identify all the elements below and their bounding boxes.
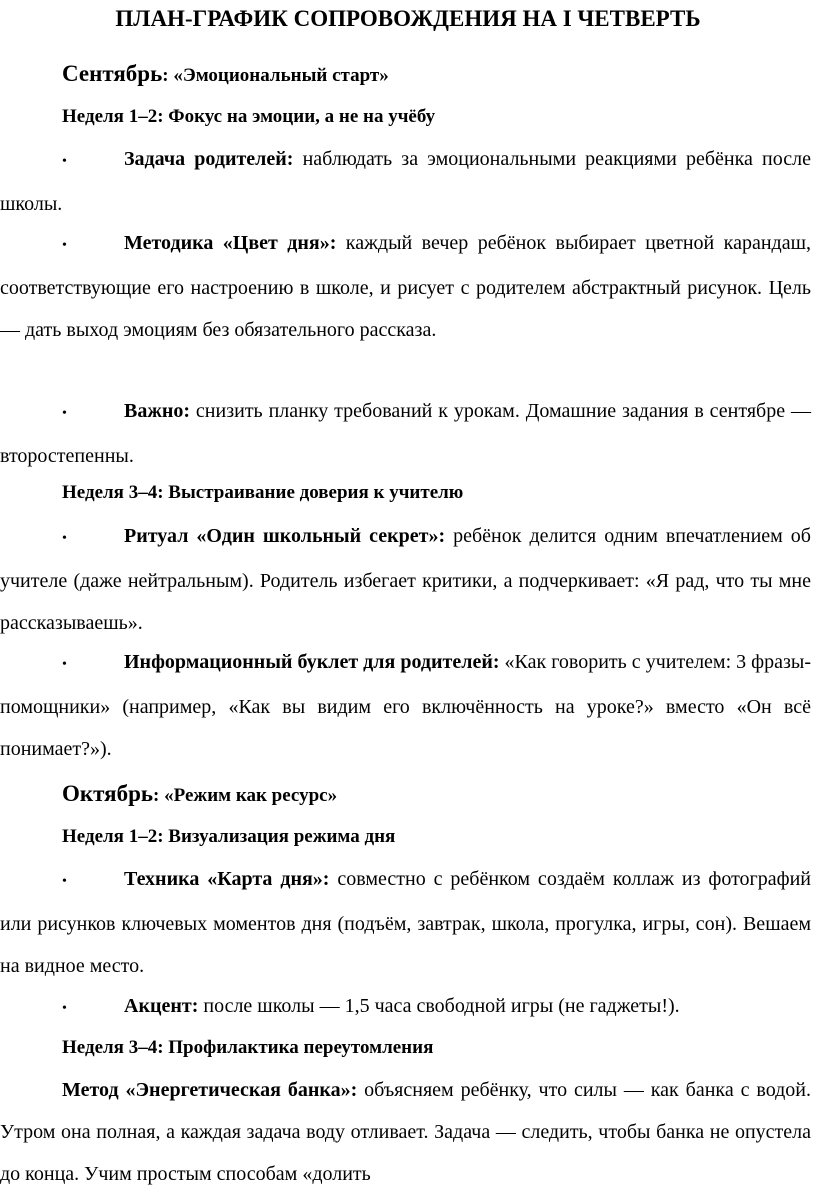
item-text: после школы — 1,5 часа свободной игры (не гаджеты!). [198, 995, 680, 1017]
month-name: Сентябрь [62, 61, 163, 86]
document-title: ПЛАН-ГРАФИК СОПРОВОЖДЕНИЯ НА I ЧЕТВЕРТЬ [115, 6, 701, 31]
item-text: ребёнок делится одним впечатлением об учителе (даже нейтральным). Родитель избегает критики, а подчеркивает: «Я рад, что ты мне рассказываешь». [0, 525, 811, 634]
item-label: Важно: [124, 400, 191, 422]
item-text: снизить планку требований к урокам. Домашние задания в сентябре — второстепенны. [0, 400, 811, 467]
item-label: Методика «Цвет дня»: [124, 232, 337, 254]
week-heading: Неделя 1–2: Визуализация режима дня [62, 826, 396, 847]
week-heading: Неделя 3–4: Выстраивание доверия к учителю [62, 482, 464, 503]
bullet-icon: • [62, 1001, 67, 1016]
item-label: Ритуал «Один школьный секрет»: [124, 525, 446, 547]
bullet-item [0, 985, 811, 1030]
month-theme: : «Режим как ресурс» [153, 785, 338, 806]
item-text: «Как говорить с учителем: 3 фразы-помощники» (например, «Как вы видим его включённость на уроке?» вместо «Он всё понимает?»). [0, 651, 812, 760]
bullet-icon: • [62, 531, 67, 546]
bullet-item [0, 390, 811, 477]
month-theme: : «Эмоциональный старт» [162, 65, 389, 86]
bullet-item [0, 515, 811, 644]
month-heading-october [62, 776, 337, 814]
body-paragraph [0, 1069, 811, 1195]
item-label: Информационный буклет для родителей: [124, 651, 500, 673]
week-heading: Неделя 3–4: Профилактика переутомления [62, 1037, 434, 1058]
week-heading: Неделя 1–2: Фокус на эмоции, а не на учёбу [62, 106, 436, 127]
item-text: наблюдать за эмоциональными реакциями ребёнка после школы. [0, 148, 811, 215]
item-label: Задача родителей: [124, 148, 294, 170]
item-label: Техника «Карта дня»: [124, 868, 330, 890]
item-text: объясняем ребёнку, что силы — как банка с водой. Утром она полная, а каждая задача воду отливает. Задача — следить, чтобы банка не опустела до конца. Учим простым способам «долить [0, 1079, 811, 1185]
bullet-item [0, 858, 811, 987]
item-text: совместно с ребёнком создаём коллаж из фотографий или рисунков ключевых моментов дня (подъём, завтрак, школа, прогулка, игры, сон). Вешаем на видное место. [0, 868, 812, 977]
bullet-item [0, 138, 811, 225]
bullet-icon: • [62, 874, 67, 889]
item-label: Акцент: [124, 995, 199, 1017]
item-text: каждый вечер ребёнок выбирает цветной карандаш, соответствующие его настроению в школе, и рисует с родителем абстрактный рисунок. Цель — дать выход эмоциям без обязательного рассказа. [0, 232, 811, 341]
item-label: Метод «Энергетическая банка»: [62, 1079, 358, 1101]
bullet-icon: • [62, 657, 67, 672]
month-name: Октябрь [62, 781, 154, 806]
bullet-icon: • [62, 406, 67, 421]
month-heading-september [62, 56, 389, 94]
bullet-icon: • [62, 154, 67, 169]
bullet-icon: • [62, 238, 67, 253]
bullet-item [0, 222, 811, 351]
bullet-item [0, 641, 811, 770]
